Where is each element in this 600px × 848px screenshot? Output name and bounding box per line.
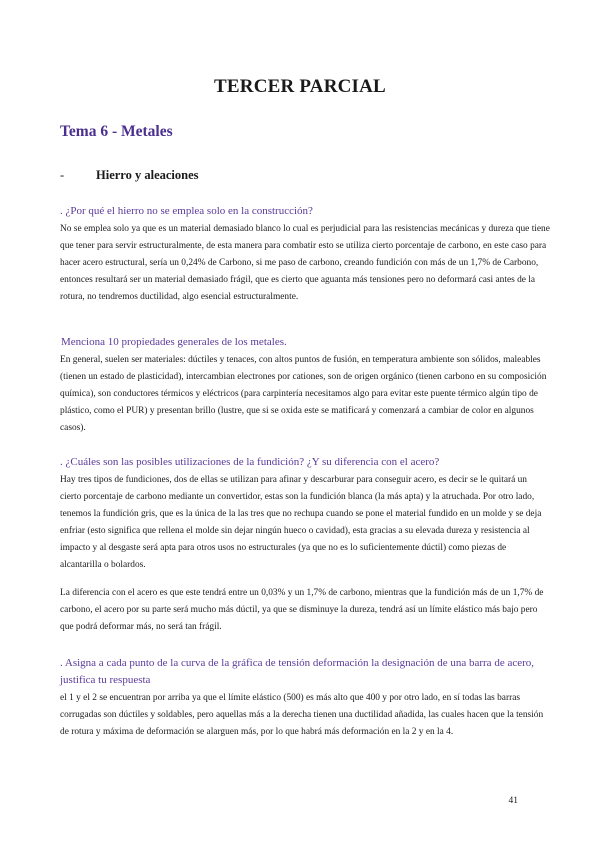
list-bullet: - xyxy=(60,168,65,182)
question-1: . ¿Por qué el hierro no se emplea solo en la construcción? xyxy=(60,205,313,217)
answer-3-paragraph-2: La diferencia con el acero es que este tendrá entre un 0,03% y un 1,7% de carbono, mientras que la fundición más de un 1,7% de carbono, el acero por su parte será mucho más dúctil, ya que se disminuye la dureza, tendrá así un límite elástico más bajo pero que podrá deformar más, no será tan frágil. xyxy=(60,588,544,633)
answer-3-paragraph-1: Hay tres tipos de fundiciones, dos de ellas se utilizan para afinar y descarburar para conseguir acero, es decir se le quitará un cierto porcentaje de carbono mediante un convertidor, estas son la fundición blanca (la más apta) y la atruchada. Por otro lado, tenemos la fundición gris, que es la única de la las tres que no rechupa cuando se pone el material fundido en un molde y se deja enfriar (esto significa que rellena el molde sin dejar ningún hueco o cavidad), esta gracias a su elevada dureza y resistencia al impacto y al desgaste será apta para otros usos no estructurales (ya que no es lo suficientemente dúctil) como piezas de alcantarilla o bolardos. xyxy=(60,475,542,571)
answer-4-paragraph: el 1 y el 2 se encuentran por arriba ya que el límite elástico (500) es más alto que 400 y por otro lado, en sí todas las barras corrugadas son dúctiles y soldables, pero aquellas más a la derecha tienen una ductilidad añadida, las cuales hacen que la tensión de rotura y máxima de deformación se alarguen más, por lo que habrá más deformación en la 2 y en la 4. xyxy=(60,693,544,738)
question-2: Menciona 10 propiedades generales de los metales. xyxy=(61,336,287,348)
page-number: 41 xyxy=(508,796,518,806)
question-3: . ¿Cuáles son las posibles utilizaciones de la fundición? ¿Y su diferencia con el acero? xyxy=(60,456,440,468)
question-4: . Asigna a cada punto de la curva de la gráfica de tensión deformación la designación de una barra de acero, justifica tu respuesta xyxy=(60,657,535,686)
answer-1-paragraph: No se emplea solo ya que es un material demasiado blanco lo cual es perjudicial para las resistencias mecánicas y dureza que tiene que tener para servir estructuralmente, de esta manera para combatir esto se utiliza cierto porcentaje de carbono, en este caso para hacer acero estructural, sería un 0,24% de Carbono, si me paso de carbono, creando fundición con más de un 1,7% de Carbono, entonces resultará ser un material demasiado frágil, que es cierto que aguanta más tensiones pero no deformará casi antes de la rotura, no tendremos ductilidad, algo esencial estructuralmente. xyxy=(60,224,550,303)
subsection-label: Hierro y aleaciones xyxy=(96,168,199,182)
page-title: TERCER PARCIAL xyxy=(214,76,386,97)
section-heading: Tema 6 - Metales xyxy=(60,123,173,140)
answer-2-paragraph: En general, suelen ser materiales: dúctiles y tenaces, con altos puntos de fusión, en temperatura ambiente son sólidos, maleables (tienen un estado de plasticidad), intercambian electrones por cationes, son de origen orgánico (tienen carbono en su composición química), son conductores térmicos y eléctricos (para carpintería necesitamos algo para evitar este puente térmico algún tipo de plástico, como el PUR) y presentan brillo (lustre, que si se oxida este se matificará y comenzará a cambiar de color en algunos casos). xyxy=(60,355,547,434)
subsection-heading xyxy=(60,168,199,183)
